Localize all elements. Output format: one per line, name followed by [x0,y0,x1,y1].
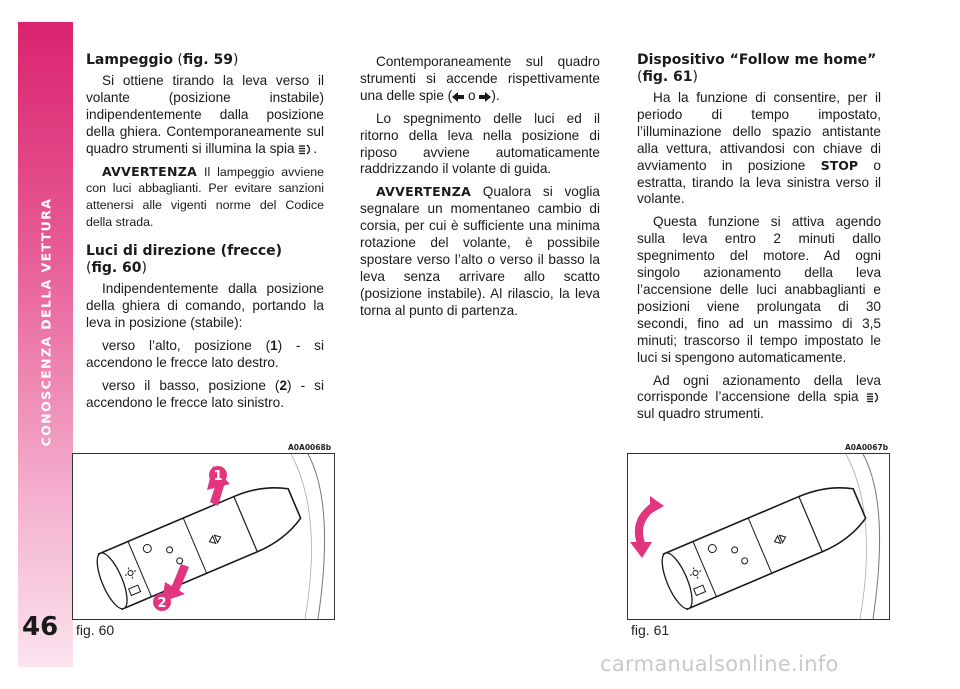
position-1-label: 1 [213,469,223,484]
warning-paragraph: AVVERTENZA Il lampeggio avviene con luci abbaglianti. Per evitare sanzioni attenersi alle vigenti norme del Codice della strada. [86,163,324,230]
column-3 [637,52,881,429]
high-beam-icon [866,392,881,403]
paragraph: Questa funzione si attiva agendo sulla leva entro 2 minuti dallo spegnimento del motore. Ad ogni singolo azionamento della leva l’accensione delle luci anabbaglianti e posizioni viene prolungata di 30 secondi, fino ad un massimo di 3,5 minuti; trascorso il tempo impostato le luci si spengono automaticamente. [637,214,881,365]
figure-60 [72,453,335,620]
position-2-label: 2 [157,596,167,611]
column-1 [86,52,324,418]
rotate-arrow-icon [630,496,664,558]
arrow-right-icon [479,92,491,102]
arrow-left-icon [452,92,464,102]
chapter-title-text: CONOSCENZA DELLA VETTURA [38,197,53,447]
page-number: 46 [22,612,59,642]
lever-diagram [628,454,889,619]
warning-paragraph: AVVERTENZA Qualora si voglia segnalare un momentaneo cambio di corsia, per cui è sufficiente una minima rotazione del volante, è possibile spostare verso l’alto o verso il basso la leva senza arrivare allo scatto (posizione instabile). Al rilascio, la leva torna al punto di partenza. [360,184,600,318]
paragraph: verso il basso, posizione (2) - si accendono le frecce lato sinistro. [86,377,324,410]
figure-caption: fig. 61 [631,622,670,638]
paragraph: Ha la funzione di consentire, per il periodo di tempo impostato, l’illuminazione dello spazio antistante alla vettura, attivandosi con chiave di avviamento in posizione STOP o estratta, tirando la leva sinistra verso il volante. [637,90,881,207]
paragraph: Ad ogni azionamento della leva corrisponde l’accensione della spia sul quadro strumenti. [637,372,881,422]
figure-code: A0A0067b [845,443,889,452]
watermark: carmanualsonline.info [600,652,839,676]
section-heading-turn-signals: Luci di direzione (frecce) (fig. 60) [86,243,283,277]
column-2 [360,54,600,326]
figure-61 [627,453,890,620]
section-heading-flashing: Lampeggio (fig. 59) [86,52,239,68]
figure-caption: fig. 60 [76,622,115,638]
paragraph: Si ottiene tirando la leva verso il volante (posizione instabile) indipendentemente dalla posizione della ghiera. Contemporaneamente sul quadro strumenti si illumina la spia . [86,73,324,156]
high-beam-icon [298,144,313,155]
section-heading-follow-me-home: Dispositivo “Follow me home” (fig. 61) [637,52,877,85]
paragraph: Contemporaneamente sul quadro strumenti si accende rispettivamente una delle spie ( o ). [360,54,600,103]
paragraph: verso l’alto, posizione (1) - si accendono le frecce lato destro. [86,337,324,370]
figure-code: A0A0068b [288,443,332,452]
lever-diagram [73,454,334,619]
paragraph: Lo spegnimento delle luci ed il ritorno della leva nella posizione di riposo avviene automaticamente raddrizzando il volante di guida. [360,110,600,177]
paragraph: Indipendentemente dalla posizione della ghiera di comando, portando la leva in posizione (stabile): [86,281,324,330]
